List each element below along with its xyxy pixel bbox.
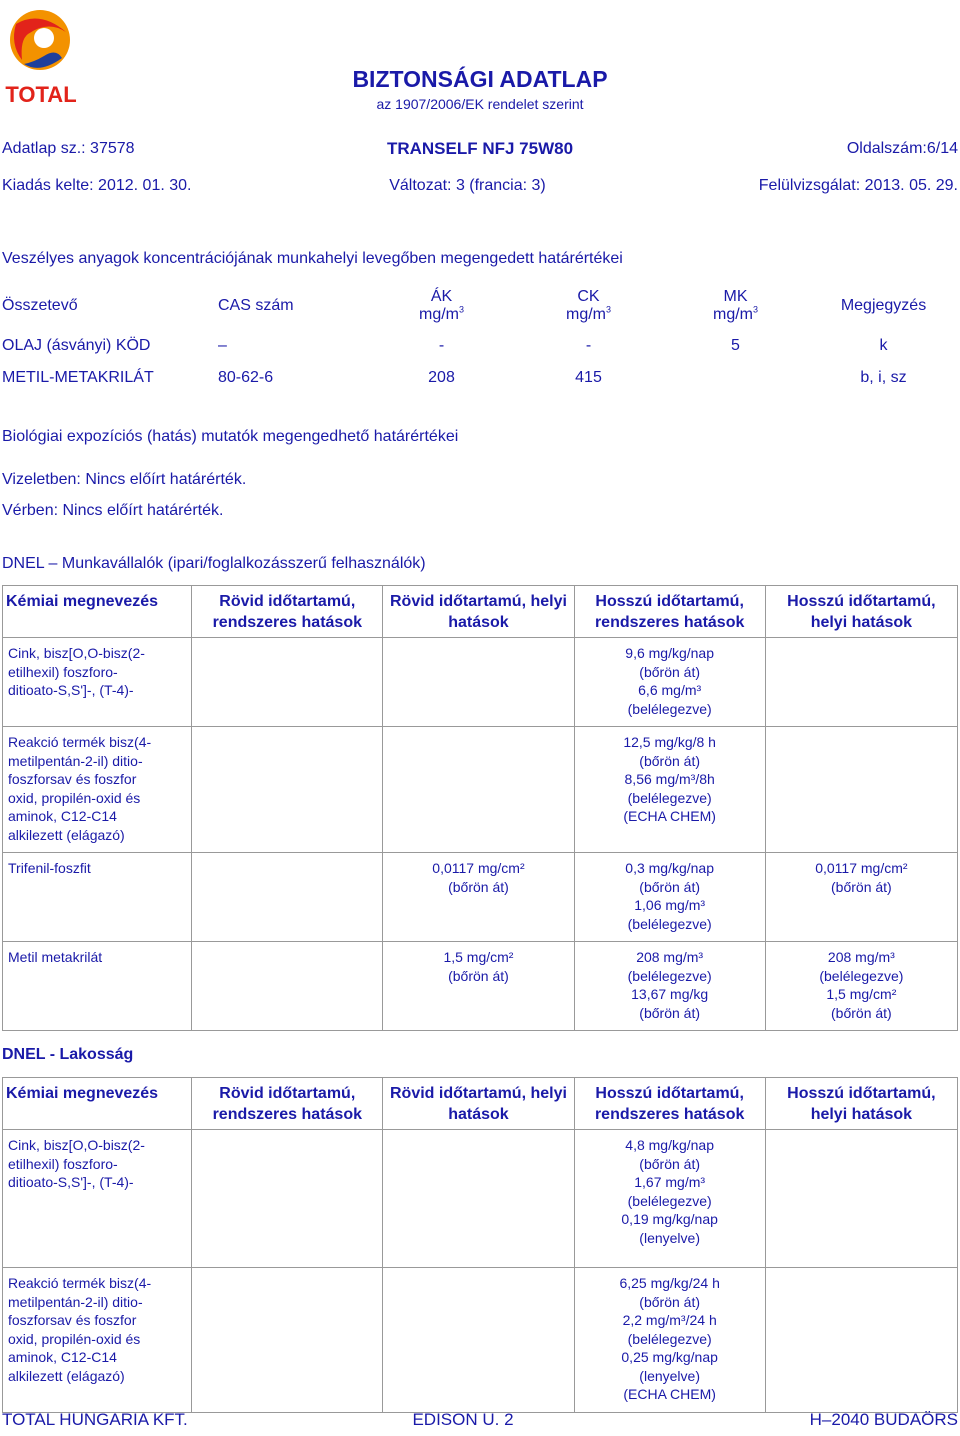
table-row: Cink, bisz[O,O-bisz(2- etilhexil) foszforo- ditioato-S,S']-, (T-4)- 9,6 mg/kg/nap (bőrön át) 6,6 mg/m³ (belélegezve) xyxy=(3,638,958,727)
footer-city: H–2040 BUDAÖRS xyxy=(809,1410,958,1429)
revision-date: Felülvizsgálat: 2013. 05. 29. xyxy=(758,177,958,194)
issue-date: Kiadás kelte: 2012. 01. 30. xyxy=(2,177,192,194)
limits-title: Veszélyes anyagok koncentrációjának munkahelyi levegőben megengedett határértékei xyxy=(2,250,623,267)
col-ck: CK $mg/m^3$ xyxy=(565,288,611,323)
exposure-limits-table xyxy=(2,282,958,394)
document-title: BIZTONSÁGI ADATLAP xyxy=(352,66,608,92)
page-number: Oldalszám:6/14 xyxy=(846,140,958,157)
product-name: TRANSELF NFJ 75W80 xyxy=(386,139,574,158)
sheet-number: Adatlap sz.: 37578 xyxy=(2,140,135,157)
dnel-workers-table xyxy=(2,585,958,1031)
col-mk: MK $mg/m^3$ xyxy=(712,288,758,323)
footer-company: TOTAL HUNGARIA KFT. xyxy=(2,1410,188,1429)
dnel-public-title: DNEL - Lakosság xyxy=(2,1046,134,1063)
table-row: Reakció termék bisz(4- metilpentán-2-il) ditio- foszforsav és foszfor oxid, propilén-oxid és aminok, C12-C14 alkilezett (elágazó) 12,5 mg/kg/8 h (bőrön át) 8,56 mg/m³/8h (belélegezve) (ECHA CHEM) xyxy=(3,727,958,853)
col-component: Összetevő xyxy=(2,297,78,314)
bio-blood: Vérben: Nincs előírt határérték. xyxy=(2,502,224,519)
dnel-public-header-row: Kémiai megnevezés Rövid időtartamú, rendszeres hatások Rövid időtartamú, helyi hatások Hosszú időtartamú, rendszeres hatások Hosszú időtartamú, helyi hatások xyxy=(3,1078,958,1130)
footer-street: EDISON U. 2 xyxy=(412,1410,514,1429)
dnel-workers-header-row: Kémiai megnevezés Rövid időtartamú, rendszeres hatások Rövid időtartamú, helyi hatások Hosszú időtartamú, rendszeres hatások Hosszú időtartamú, helyi hatások xyxy=(3,586,958,638)
table-row: Trifenil-foszfit 0,0117 mg/cm² (bőrön át) 0,3 mg/kg/nap (bőrön át) 1,06 mg/m³ (belélegezve) 0,0117 mg/cm² (bőrön át) xyxy=(3,853,958,942)
table-row: Metil metakrilát 1,5 mg/cm² (bőrön át) 208 mg/m³ (belélegezve) 13,67 mg/kg (bőrön át) 208 mg/m³ (belélegezve) 1,5 mg/cm² (bőrön át) xyxy=(3,942,958,1031)
dnel-public-table xyxy=(2,1077,958,1413)
bio-urine: Vizeletben: Nincs előírt határérték. xyxy=(2,471,247,488)
document-subtitle: az 1907/2006/EK rendelet szerint xyxy=(376,96,584,112)
table-row: METIL-METAKRILÁT 80-62-6 208 415 b, i, sz xyxy=(2,369,907,386)
table-row: OLAJ (ásványi) KÖD – - - 5 k xyxy=(2,337,888,354)
limits-header-row xyxy=(2,282,958,330)
col-cas: CAS szám xyxy=(218,297,294,314)
version: Változat: 3 (francia: 3) xyxy=(389,177,546,194)
col-ak: ÁK $mg/m^3$ xyxy=(418,288,464,323)
table-row: Cink, bisz[O,O-bisz(2- etilhexil) foszforo- ditioato-S,S']-, (T-4)- 4,8 mg/kg/nap (bőrön át) 1,67 mg/m³ (belélegezve) 0,19 mg/kg/nap (lenyelve) xyxy=(3,1130,958,1268)
logo-wordmark: TOTAL xyxy=(5,82,77,104)
table-row: Reakció termék bisz(4- metilpentán-2-il) ditio- foszforsav és foszfor oxid, propilén-oxid és aminok, C12-C14 alkilezett (elágazó) 6,25 mg/kg/24 h (bőrön át) 2,2 mg/m³/24 h (belélegezve) 0,25 mg/kg/nap (lenyelve) (ECHA CHEM) xyxy=(3,1268,958,1413)
bio-title: Biológiai expozíciós (hatás) mutatók megengedhető határértékei xyxy=(2,428,459,445)
col-note: Megjegyzés xyxy=(840,297,927,314)
dnel-workers-title: DNEL – Munkavállalók (ipari/foglalkozásszerű felhasználók) xyxy=(2,555,426,572)
